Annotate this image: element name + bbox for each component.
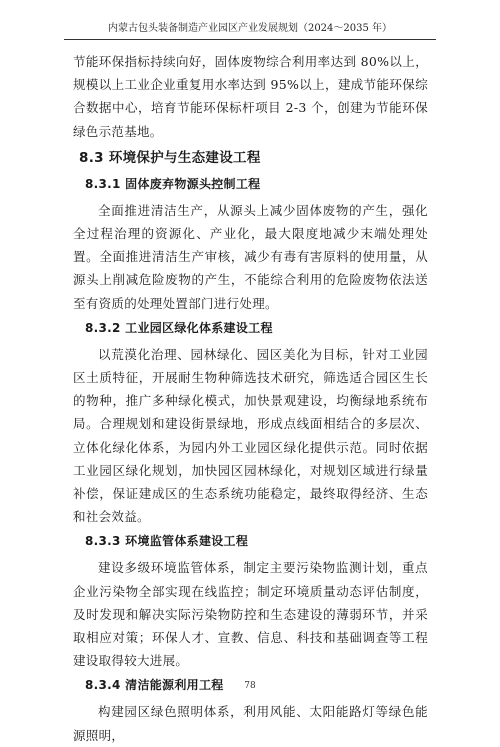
document-body — [73, 50, 428, 747]
subsection-heading-8-3-4: 8.3.4 清洁能源利用工程 — [85, 678, 224, 693]
section-heading: 8.3 环境保护与生态建设工程 — [79, 149, 261, 166]
subsection-heading-8-3-1: 8.3.1 固体废弃物源头控制工程 — [85, 176, 261, 191]
subsection-heading-8-3-2: 8.3.2 工业园区绿化体系建设工程 — [85, 320, 273, 335]
header-rule — [64, 39, 436, 40]
subsection-text-8-3-2: 以荒漠化治理、园林绿化、园区美化为目标，针对工业园区土质特征，开展耐生物种筛选技术研究，筛选适合园区生长的物种，推广多种绿化模式，加快景观建设，均衡绿地系统布局。合理规划和建设街景绿地，形成点线面相结合的多层次、立体化绿化体系，为园内外工业园区绿化提供示范。同时依据工业园区绿化规划，加快园区园林绿化，对规划区域进行绿量补偿，保证建成区的生态系统功能稳定，最终取得经济、生态和社会效益。 — [73, 346, 428, 525]
header-title: 内蒙古包头装备制造产业园区产业发展规划（2024～2035 年） — [107, 23, 393, 34]
page-number: 78 — [244, 681, 256, 691]
subsection-text-8-3-4: 构建园区绿色照明体系，利用风能、太阳能路灯等绿色能源照明， — [73, 704, 428, 743]
subsection-heading-8-3-3: 8.3.3 环境监管体系建设工程 — [85, 534, 249, 549]
subsection-text-8-3-1: 全面推进清洁生产，从源头上减少固体废物的产生，强化全过程治理的资源化、产业化，最大限度地减少末端处理处置。全面推进清洁生产审核，减少有毒有害原料的使用量，从源头上削减危险废物的产生，不能综合利用的危险废物依法送至有资质的处理处置部门进行处理。 — [73, 202, 428, 311]
subsection-text-8-3-3: 建设多级环境监管体系，制定主要污染物监测计划，重点企业污染物全部实现在线监控；制定环境质量动态评估制度，及时发现和解决实际污染物防控和生态建设的薄弱环节，并采取相应对策；环保人才、宣教、信息、科技和基础调查等工程建设取得较大进展。 — [73, 560, 428, 669]
intro-paragraph: 节能环保指标持续向好，固体废物综合利用率达到 80%以上，规模以上工业企业重复用水率达到 95%以上，建成节能环保综合数据中心，培育节能环保标杆项目 2-3 个，创建为节能环保绿色示范基地。 — [73, 54, 428, 139]
